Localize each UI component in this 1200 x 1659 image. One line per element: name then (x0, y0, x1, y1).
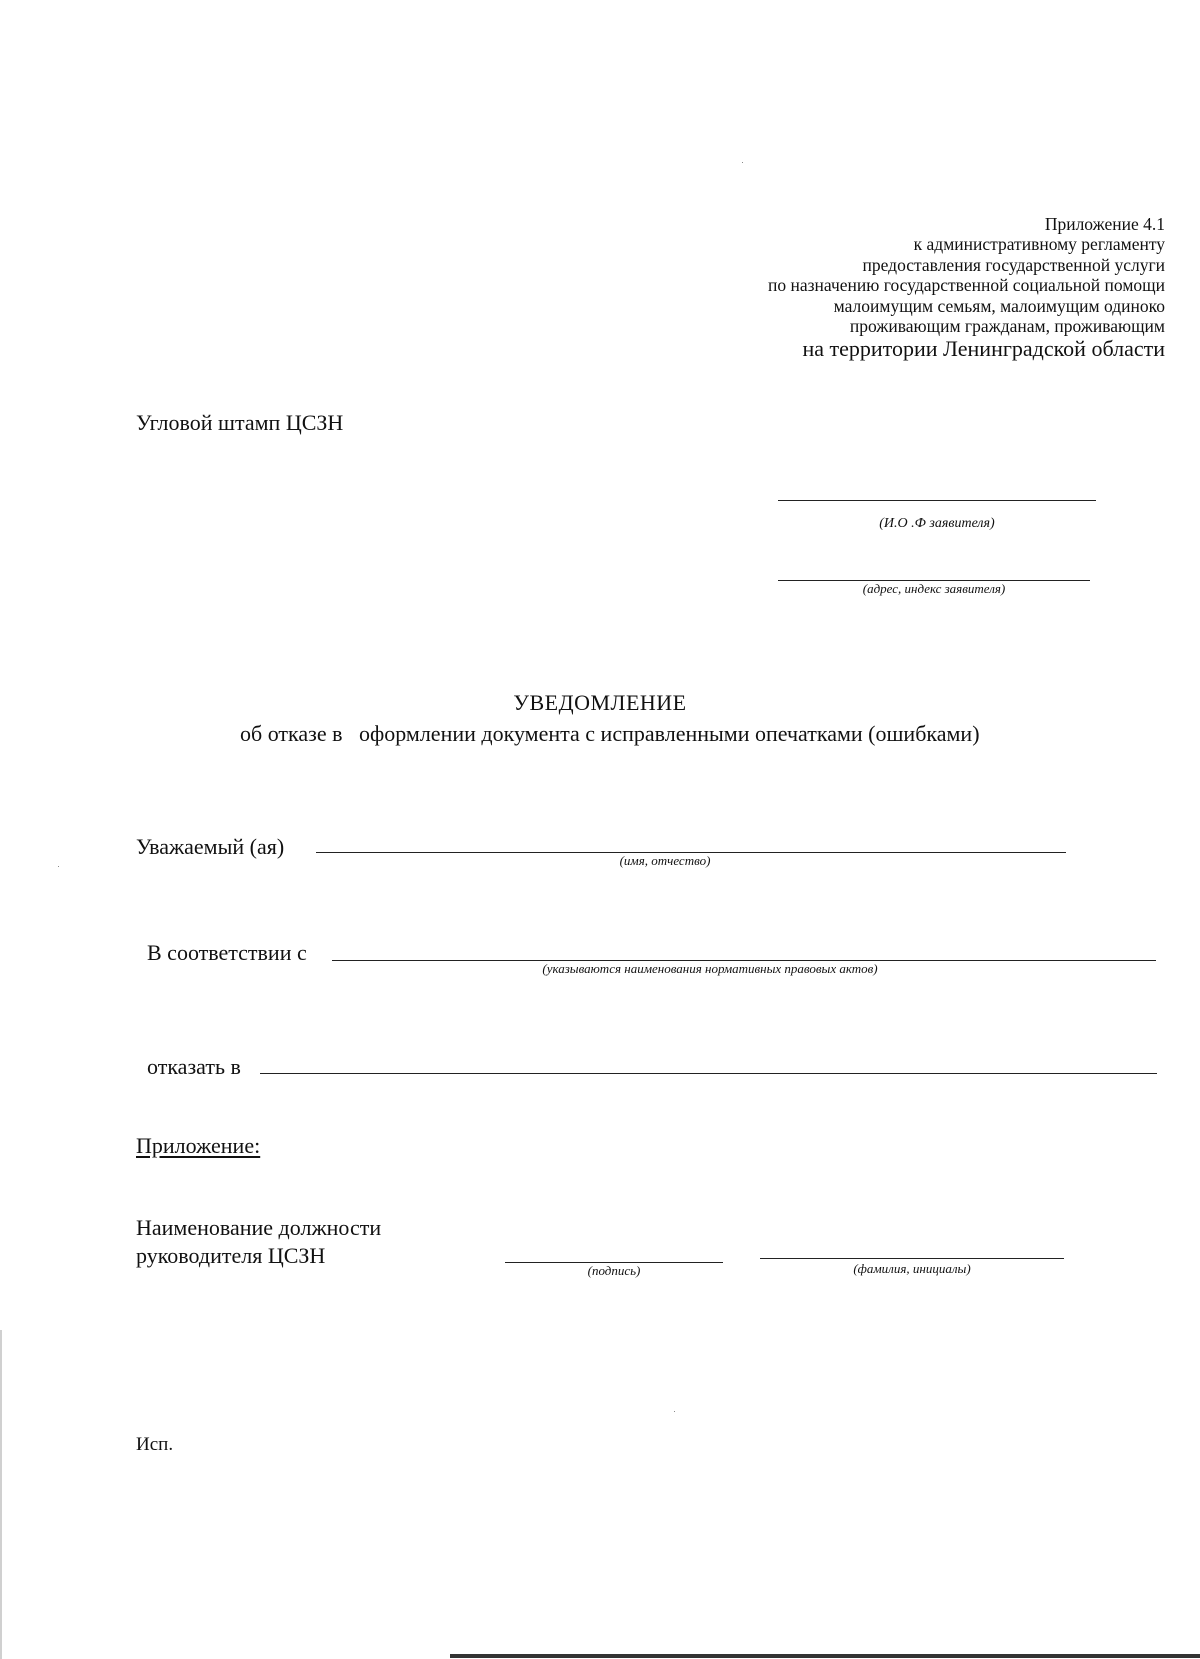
signer-name-line[interactable] (760, 1258, 1064, 1259)
position-title-line-1: Наименование должности (136, 1215, 382, 1240)
document-title: УВЕДОМЛЕНИЕ (513, 690, 687, 715)
annex-line-4: по назначению государственной социальной помощи (768, 275, 1165, 296)
scan-bottom-edge (450, 1654, 1200, 1658)
greeting-label: Уважаемый (ая) (136, 834, 285, 859)
position-title-line-2: руководителя ЦСЗН (136, 1243, 326, 1268)
signature-caption: (подпись) (587, 1263, 641, 1278)
annex-line-5: малоимущим семьям, малоимущим одиноко (833, 295, 1165, 316)
document-subtitle: об отказе в оформлении документа с исправленными опечатками (ошибками) (240, 721, 980, 746)
scan-speck (742, 162, 743, 163)
annex-block (768, 214, 1165, 362)
scan-speck (674, 1411, 675, 1412)
accordance-caption: (указываются наименования нормативных правовых актов) (542, 961, 878, 976)
attachment-label: Приложение: (136, 1133, 261, 1158)
annex-line-3: предоставления государственной услуги (862, 254, 1165, 275)
annex-number: Приложение 4.1 (1044, 214, 1165, 234)
corner-stamp-label: Угловой штамп ЦСЗН (136, 410, 344, 435)
applicant-name-line[interactable] (778, 500, 1096, 501)
applicant-address-caption: (адрес, индекс заявителя) (862, 581, 1006, 596)
refuse-label: отказать в (147, 1054, 241, 1079)
applicant-name-caption: (И.О .Ф заявителя) (879, 516, 995, 531)
signer-name-caption: (фамилия, инициалы) (853, 1261, 971, 1276)
scan-left-edge (0, 1330, 2, 1659)
annex-line-7: на территории Ленинградской области (802, 336, 1165, 362)
executor-label: Исп. (136, 1434, 174, 1455)
scan-speck (58, 866, 59, 867)
refuse-line[interactable] (260, 1073, 1157, 1074)
accordance-label: В соответствии с (147, 940, 307, 965)
greeting-caption: (имя, отчество) (619, 853, 711, 868)
annex-line-2: к административному регламенту (913, 234, 1165, 255)
annex-line-6: проживающим гражданам, проживающим (849, 316, 1165, 337)
